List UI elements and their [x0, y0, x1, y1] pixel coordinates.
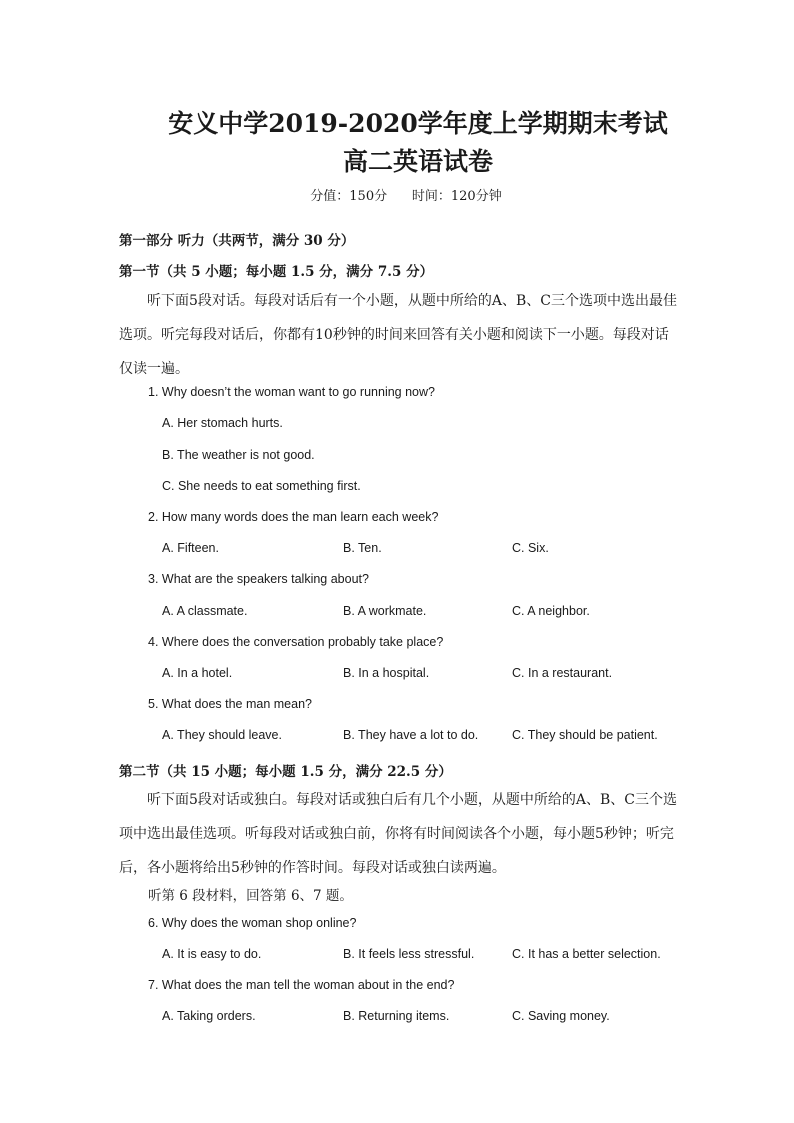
section1-heading: 第一节（共 5 小题；每小题 1.5 分，满分 7.5 分） — [119, 264, 434, 280]
question-3-option-c: C. A neighbor. — [512, 604, 590, 618]
question-5-option-b: B. They have a lot to do. — [343, 728, 479, 742]
question-4-option-b: B. In a hospital. — [343, 666, 430, 680]
question-4-option-c: C. In a restaurant. — [512, 666, 613, 680]
question-7: 7. What does the man tell the woman about in the end? — [148, 978, 455, 992]
section2-heading: 第二节（共 15 小题；每小题 1.5 分，满分 22.5 分） — [119, 764, 452, 780]
question-2-option-a: A. Fifteen. — [162, 541, 219, 555]
question-4: 4. Where does the conversation probably take place? — [148, 635, 444, 649]
question-3-option-b: B. A workmate. — [343, 604, 427, 618]
question-6-option-a: A. It is easy to do. — [162, 947, 262, 961]
question-2-option-b: B. Ten. — [343, 541, 382, 555]
question-5: 5. What does the man mean? — [148, 697, 312, 711]
exam-meta: 分值：150分 时间：120分钟 — [310, 189, 502, 204]
question-5-option-a: A. They should leave. — [162, 728, 282, 742]
exam-title: 安义中学2019-2020学年度上学期期末考试 — [168, 109, 668, 138]
question-4-option-a: A. In a hotel. — [162, 666, 233, 680]
exam-subtitle: 高二英语试卷 — [342, 147, 493, 176]
question-6: 6. Why does the woman shop online? — [148, 916, 357, 930]
part-heading: 第一部分 听力（共两节，满分 30 分） — [119, 233, 355, 249]
question-7-option-b: B. Returning items. — [343, 1009, 450, 1023]
question-1-option-a: A. Her stomach hurts. — [162, 416, 283, 430]
question-1: 1. Why doesn’t the woman want to go running now? — [148, 385, 435, 399]
question-2-option-c: C. Six. — [512, 541, 549, 555]
question-6-option-c: C. It has a better selection. — [512, 947, 661, 961]
question-1-option-c: C. She needs to eat something first. — [162, 479, 361, 493]
question-1-option-b: B. The weather is not good. — [162, 448, 315, 462]
section2-instructions: 听下面5段对话或独白。每段对话或独白后有几个小题，从题中所给的A、B、C三个选项中选出最佳选项。听每段对话或独白前，你将有时间阅读各个小题，每小题5秒钟；听完后，各小题将给出5秒钟的作答时间。每段对话或独白读两遍。 — [119, 792, 678, 876]
question-2: 2. How many words does the man learn each week? — [148, 510, 439, 524]
question-7-option-a: A. Taking orders. — [162, 1009, 256, 1023]
question-3: 3. What are the speakers talking about? — [148, 572, 369, 586]
material-note: 听第 6 段材料，回答第 6、7 题。 — [148, 888, 353, 904]
question-7-option-c: C. Saving money. — [512, 1009, 610, 1023]
section1-instructions: 听下面5段对话。每段对话后有一个小题，从题中所给的A、B、C三个选项中选出最佳选项。听完每段对话后，你都有10秒钟的时间来回答有关小题和阅读下一小题。每段对话仅读一遍。 — [119, 293, 678, 377]
question-3-option-a: A. A classmate. — [162, 604, 248, 618]
question-6-option-b: B. It feels less stressful. — [343, 947, 475, 961]
question-5-option-c: C. They should be patient. — [512, 728, 658, 742]
